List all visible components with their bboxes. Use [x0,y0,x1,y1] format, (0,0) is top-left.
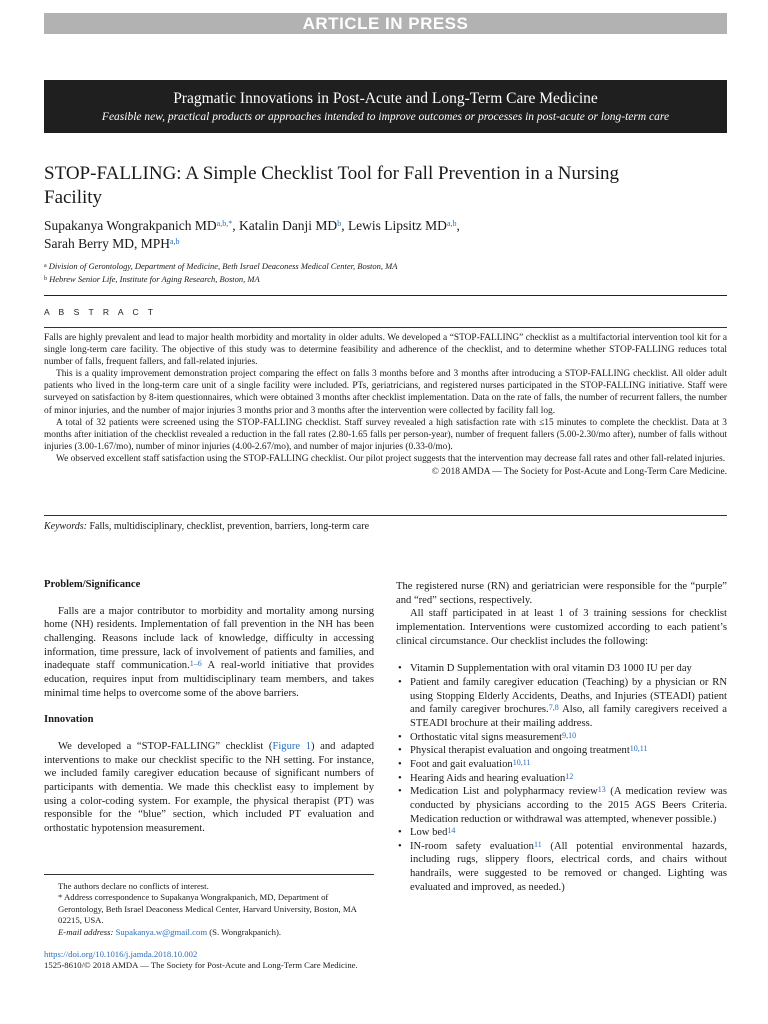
affiliation-text: Division of Gerontology, Department of Medicine, Beth Israel Deaconess Medical Center, Boston, MA [48,261,398,271]
email-tail: (S. Wongrakpanich). [207,926,282,937]
divider [44,295,727,296]
keywords-list: Falls, multidisciplinary, checklist, prevention, barriers, long-term care [89,521,370,532]
issn-line: 1525-8610/© 2018 AMDA — The Society for Post-Acute and Long-Term Care Medicine. [44,960,358,971]
keywords-label: Keywords: [44,521,87,532]
reference-link[interactable]: 12 [565,771,574,781]
figure-link[interactable]: Figure 1 [272,740,312,752]
abstract-paragraph: Falls are highly prevalent and lead to major health morbidity and mortality in older adults. We developed a “STOP-FALLING” checklist as a multifactorial intervention tool kit for a single long-term care facility. The objective of this study was to determine feasibility and adherence of the checklist, and to determine whether STOP-FALLING reduces total number of falls, frequent fallers, and fall-related injuries. [44,333,727,368]
author-affiliation-marks[interactable]: a,b [170,237,180,246]
divider [44,327,727,328]
reference-link[interactable]: 7,8 [548,703,559,713]
email-label: E-mail address: [58,926,116,937]
checklist-item [396,758,727,772]
author[interactable]: Lewis Lipsitz MD [347,218,447,233]
abstract-heading: A B S T R A C T [44,307,157,317]
abstract-copyright: © 2018 AMDA — The Society for Post-Acute and Long-Term Care Medicine. [431,467,727,478]
item-text: IN-room safety evaluation [410,840,534,852]
abstract-paragraph: A total of 32 patients were screened using the STOP-FALLING checklist. Staff survey revealed a high satisfaction rate with ≤15 minutes to complete the checklist. Data at 3 months after initiation of the checklist revealed a reduction in the fall rates (2.80-1.65 falls per person-year), number of frequent fallers (5.00-2.30/mo after), number of falls without injuries (3.00-1.67/mo), number of minor injuries (4.00-2.67/mo), and number of major injuries (0.33-0/mo). [44,417,727,452]
body-paragraph [44,740,374,836]
divider [44,515,727,516]
footnotes [44,874,374,938]
author-separator: , [232,218,239,233]
checklist-list [396,662,727,894]
body-paragraph [44,605,374,701]
author-affiliation-marks[interactable]: b [337,219,342,228]
reference-link[interactable]: 10,11 [629,744,648,754]
reference-link[interactable]: 11 [533,839,542,849]
checklist-item [396,785,727,826]
doi-block [44,949,358,972]
article-title: STOP-FALLING: A Simple Checklist Tool for Fall Prevention in a Nursing Facility [44,163,619,208]
checklist-item [396,731,727,745]
checklist-item [396,744,727,758]
doi-link[interactable]: https://doi.org/10.1016/j.jamda.2018.10.002 [44,949,198,959]
section-title: Pragmatic Innovations in Post-Acute and Long-Term Care Medicine [173,90,598,107]
conflict-statement: The authors declare no conflicts of interest. [58,881,209,891]
item-text: Orthostatic vital signs measurement [410,731,563,743]
reference-link[interactable]: 10,11 [512,757,531,767]
bullet-icon: • [398,663,402,675]
author-separator: , [456,218,460,233]
affiliations [44,260,644,286]
paragraph-text: Falls are a major contributor to morbidity and mortality among nursing home (NH) residents. Implementation of fall prevention in the NH has been challenging. Reasons include lack of knowledge, difficulty in accessing information, time pressure, lack of involvement of patients and families, and inadequate staff communication. [44,605,374,672]
bullet-icon: • [398,827,402,839]
keywords [44,521,369,532]
abstract-paragraph: We observed excellent staff satisfaction using the STOP-FALLING checklist. Our pilot project suggests that the intervention may decrease fall rates and other fall-related injuries. [56,453,726,464]
paragraph-text: A real-world initiative that provides education, requires input from multidisciplinary team members, and takes minimal time helps to overcome some of the above barriers. [44,660,374,699]
body-paragraph: All staff participated in at least 1 of 3 training sessions for checklist implementation. Interventions were customized according to each patient’s clinical circumstance. Our checklist includes the following: [396,608,727,647]
reference-link[interactable]: 1–6 [189,659,202,669]
item-text: Vitamin D Supplementation with oral vitamin D3 1000 IU per day [410,663,692,675]
section-heading-innovation: Innovation [44,714,94,726]
correspondence-note: * Address correspondence to Supakanya Wongrakpanich, MD, Department of Gerontology, Beth Israel Deaconess Medical Center, Harvard University, Boston, MA 02215, USA. [58,892,357,926]
item-text: Patient and family caregiver education (Teaching) by a physician or RN using Stopping Elderly Accidents, Deaths, and Injuries (STEADI) patient and family caregiver brochures. [410,676,727,716]
section-heading-problem: Problem/Significance [44,579,141,590]
affiliation-mark: a [44,263,47,269]
item-tail: (All potential environmental hazards, including rugs, slippery floors, electrical cords, and chairs without handrails, were suggested to be removed or changed. Lighting was evaluated and improved, as needed.) [410,840,727,893]
item-tail: (A medication review was conducted by physicians according to the 2015 AGS Beers Criteria. Medication reduction or withdrawal was attempted, whenever possible.) [410,786,727,825]
author[interactable]: Supakanya Wongrakpanich MD [44,218,217,233]
abstract-paragraph: This is a quality improvement demonstration project comparing the effect on falls 3 months before and 3 months after introducing a STOP-FALLING checklist. All older adult patients who lived in the long-term care unit of a single facility were included. PTs, geriatricians, and registered nurses participated in the STOP-FALLING initiative. Staff were surveyed on satisfaction by 8-item questionnaires, which were obtained 3 months after checklist implementation. Data on the rate of falls, the number of recurrent fallers, the number of minor injuries, and the number of major injuries 3 months prior and 3 months after the intervention were collected by facility fall log. [44,369,727,416]
item-text: Physical therapist evaluation and ongoing treatment [410,745,630,757]
affiliation-mark: b [44,276,47,282]
section-banner [44,80,727,133]
checklist-item [396,662,727,676]
reference-link[interactable]: 13 [597,785,606,795]
item-text: Low bed [410,827,448,839]
author[interactable]: Katalin Danji MD [238,218,338,233]
bullet-icon: • [398,786,402,798]
paragraph-text: ) and adapted interventions to make our checklist specific to the NH setting. For instance, we included family caregiver education because of significant numbers of participants with dementia. We made this checklist easy to implement by using a color-coding system. For example, the physical therapist (PT) was responsible for the “blue” section, which included PT evaluation and orthostatic hypotension measurement. [44,740,375,834]
author-affiliation-marks[interactable]: a,b,* [216,219,233,228]
bullet-icon: • [398,745,402,757]
bullet-icon: • [398,772,402,784]
bullet-icon: • [398,676,402,688]
author-affiliation-marks[interactable]: a,b [446,219,457,228]
item-text: Hearing Aids and hearing evaluation [410,772,566,784]
affiliation-text: Hebrew Senior Life, Institute for Aging Research, Boston, MA [49,274,260,284]
bullet-icon: • [398,840,402,852]
bullet-icon: • [398,731,402,743]
email-note [44,927,374,938]
affiliation [44,273,644,286]
author[interactable]: Sarah Berry MD, MPH [44,236,170,251]
checklist-item [396,772,727,786]
checklist-item [396,840,727,895]
checklist-item [396,676,727,731]
bullet-icon: • [398,758,402,770]
abstract-body [44,332,727,478]
paragraph-text: We developed a “STOP-FALLING” checklist ( [58,740,273,752]
article-in-press-banner: ARTICLE IN PRESS [44,13,727,34]
checklist-item [396,826,727,840]
item-text: Foot and gait evaluation [410,758,513,770]
section-subtitle: Feasible new, practical products or approaches intended to improve outcomes or processes in post-acute or long-term care [101,111,670,123]
body-left-column [44,578,374,836]
author-list [44,217,644,253]
item-text: Medication List and polypharmacy review [410,786,598,798]
item-tail: Also, all family caregivers received a STEADI brochure at their mailing address. [410,704,727,729]
author-separator: , [341,218,348,233]
reference-link[interactable]: 9,10 [562,730,577,740]
body-right-column [396,580,727,894]
body-paragraph: The registered nurse (RN) and geriatrician were responsible for the “purple” and “red” sections, respectively. [396,581,727,606]
affiliation [44,260,644,273]
reference-link[interactable]: 14 [447,826,456,836]
email-link[interactable]: Supakanya.w@gmail.com [115,926,208,937]
